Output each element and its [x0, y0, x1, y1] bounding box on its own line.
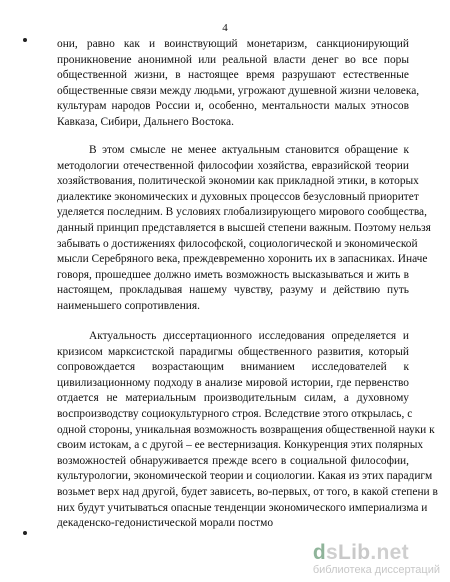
dslib-watermark — [313, 542, 440, 576]
binding-mark-top — [23, 38, 27, 42]
text-line: кризисом марксистской парадигмы общественного развития, который — [57, 345, 409, 358]
text-line: они, равно как и воинствующий монетаризм, санкционирующий — [57, 38, 409, 50]
text-line: проникновение анонимной или реальной власти денег во все поры — [57, 53, 409, 66]
text-line: общественные связи между людьми, угрожают душевной жизни человека, — [57, 84, 420, 97]
text-line: общественной жизни, в настоящее время разрушают естественные — [57, 69, 409, 82]
text-line: цивилизационному подходу в анализе мировой истории, где первенство — [57, 376, 409, 389]
text-line: хозяйствования, политической экономии как прикладной этики, в которых — [57, 175, 419, 188]
text-line: воспроизводству социокультурного строя. Вследствие этого открылась, с — [57, 407, 413, 420]
text-line: данный принцип представляется в высшей степени важным. Поэтому нельзя — [57, 221, 431, 234]
text-line: культурологии, экономической теории и социологии. Какая из этих парадигм — [57, 470, 433, 483]
text-line: культурам народов России и, особенно, ментальности малых этносов — [57, 100, 409, 113]
text-line: методологии отечественной философии хозяйства, евразийской теории — [57, 159, 409, 172]
text-line: мысли Серебряного века, преждевременно хоронить их в запасниках. Иначе — [57, 253, 428, 266]
text-line: одной стороны, уникальная возможность возвращения общественной науки к — [57, 423, 435, 436]
text-line: забывать о достижениях философской, социологической и экономической — [57, 237, 418, 250]
text-line: сопровождается возрастающим вниманием исследователей к — [57, 361, 409, 374]
watermark-subtitle: библиотека диссертаций — [312, 564, 440, 576]
text-line: наименьшего сопротивления. — [57, 299, 200, 312]
text-line: возьмет верх над другой, будет зависеть, во-первых, от того, в какой степени в — [57, 485, 438, 498]
text-line: уделяется последним. В условиях глобализирующего мирового сообщества, — [57, 206, 427, 219]
text-line: В этом смысле не менее актуальным становится обращение к — [89, 144, 409, 156]
text-line: отдается не материальным производительным силам, а духовному — [57, 392, 409, 405]
page-number: 4 — [222, 22, 228, 34]
text-line: возможностей обнаруживается прежде всего в социальной философии, — [57, 454, 409, 467]
paragraph-1 — [57, 37, 420, 131]
paragraph-3 — [57, 329, 438, 532]
dslib-logo: dsLib.net — [312, 541, 409, 564]
text-line: говоря, прошедшее должно иметь возможность высказываться и жить в — [57, 268, 409, 281]
text-line: Актуальность диссертационного исследования определяется и — [89, 330, 409, 342]
paragraph-2 — [57, 143, 431, 315]
text-line: настоящем, прокладывая нашему чувству, разуму и действию путь — [57, 284, 409, 297]
text-line: них будут учитываться опасные тенденции экономического империализма и — [57, 501, 428, 514]
text-line: декаденско-гедонистической морали постмо — [57, 517, 274, 530]
text-line: диалектике экономических и духовных процессов безусловный приоритет — [57, 190, 419, 203]
binding-mark-bottom — [23, 531, 27, 535]
text-line: Кавказа, Сибири, Дальнего Востока. — [57, 115, 234, 128]
text-line: своим истокам, а с другой – ее вестернизация. Конкуренция этих полярных — [57, 439, 424, 452]
